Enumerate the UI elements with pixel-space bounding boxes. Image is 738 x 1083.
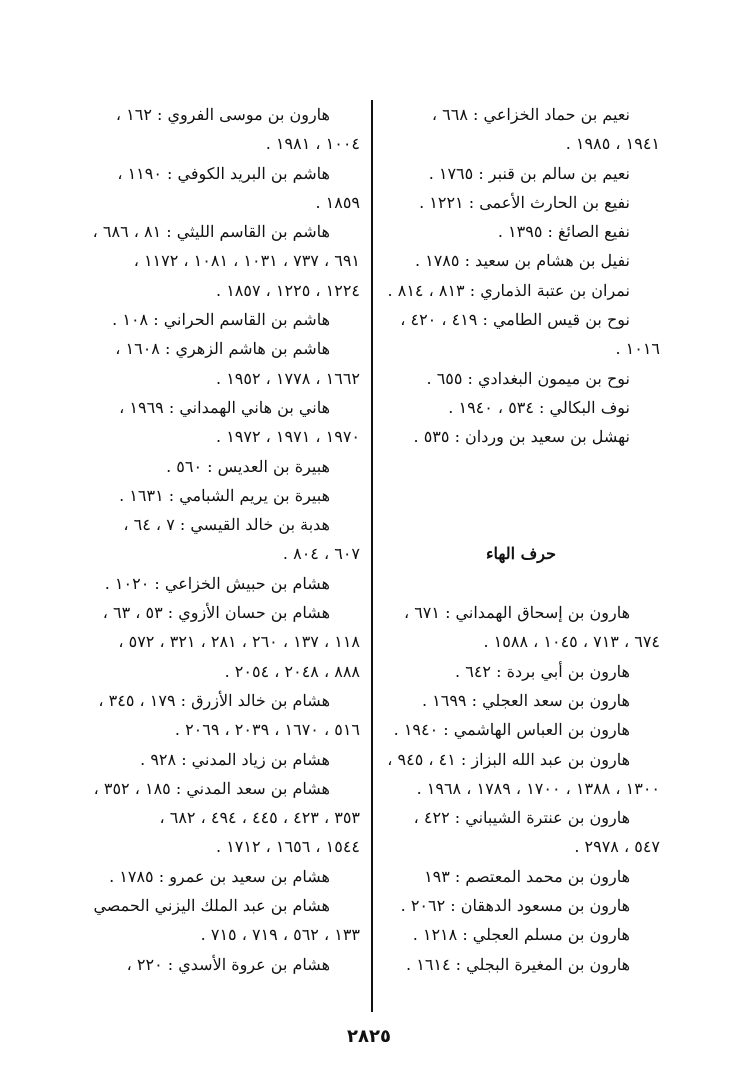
index-entry: نهشل بن سعيد بن وردان : ٥٣٥ . bbox=[413, 427, 630, 447]
entry-continuation: ١٣٣ ، ٥٦٢ ، ٧١٩ ، ٧١٥ . bbox=[200, 925, 360, 945]
index-entry: هدبة بن خالد القيسي : ٧ ، ٦٤ ، bbox=[123, 515, 330, 535]
section-gap bbox=[382, 452, 660, 481]
index-entry: هاشم بن البريد الكوفي : ١١٩٠ ، bbox=[117, 163, 330, 183]
entry-continuation: ١٥٤٤ ، ١٦٥٦ ، ١٧١٢ . bbox=[216, 837, 360, 857]
index-entry: نفيع الصائغ : ١٣٩٥ . bbox=[497, 222, 630, 242]
index-entry: هشام بن حبيش الخزاعي : ١٠٢٠ . bbox=[104, 573, 330, 593]
index-entry: هشام بن خالد الأزرق : ١٧٩ ، ٣٤٥ ، bbox=[98, 690, 330, 710]
index-entry: نعيم بن سالم بن قنبر : ١٧٦٥ . bbox=[428, 163, 630, 183]
entry-continuation: ٥٤٧ ، ٢٩٧٨ . bbox=[574, 837, 660, 857]
index-entry: نوف البكالي : ٥٣٤ ، ١٩٤٠ . bbox=[448, 397, 630, 417]
entry-continuation: ١٠٠٤ ، ١٩٨١ . bbox=[265, 134, 360, 154]
index-entry: هشام بن سعد المدني : ١٨٥ ، ٣٥٢ ، bbox=[93, 778, 330, 798]
index-entry: هبيرة بن العديس : ٥٦٠ . bbox=[166, 456, 330, 476]
index-entry: نوح بن قيس الطامي : ٤١٩ ، ٤٢٠ ، bbox=[400, 310, 630, 330]
entry-continuation: ٣٥٣ ، ٤٢٣ ، ٤٤٥ ، ٤٩٤ ، ٦٨٢ ، bbox=[159, 808, 360, 828]
index-entry: هارون بن سعد العجلي : ١٦٩٩ . bbox=[421, 690, 630, 710]
index-entry: هشام بن زياد المدني : ٩٢٨ . bbox=[140, 749, 330, 769]
index-entry: هشام بن حسان الأزوي : ٥٣ ، ٦٣ ، bbox=[102, 603, 330, 623]
page-number: ٢٨٢٥ bbox=[347, 1026, 391, 1047]
entry-continuation: ٦٧٤ ، ٧١٣ ، ١٠٤٥ ، ١٥٨٨ . bbox=[483, 632, 660, 652]
entry-continuation: ١١٨ ، ١٣٧ ، ٢٦٠ ، ٢٨١ ، ٣٢١ ، ٥٧٢ ، bbox=[118, 632, 360, 652]
index-entry: نعيم بن حماد الخزاعي : ٦٦٨ ، bbox=[431, 105, 630, 124]
left-column bbox=[82, 100, 360, 979]
entry-continuation: ١٨٥٩ . bbox=[315, 192, 360, 212]
index-entry: هارون بن مسلم العجلي : ١٢١٨ . bbox=[412, 925, 630, 945]
index-entry: هارون بن عنترة الشيباني : ٤٢٢ ، bbox=[413, 808, 630, 828]
entry-continuation: ٥١٦ ، ١٦٧٠ ، ٢٠٣٩ ، ٢٠٦٩ . bbox=[174, 720, 360, 740]
left-entries-list bbox=[82, 100, 360, 979]
index-entry: هاشم بن القاسم الحراني : ١٠٨ . bbox=[112, 310, 330, 330]
entry-continuation: ١٩٤١ ، ١٩٨٥ . bbox=[565, 134, 660, 154]
index-entry: هارون بن العباس الهاشمي : ١٩٤٠ . bbox=[393, 720, 630, 740]
section-gap bbox=[382, 569, 660, 598]
right-column bbox=[382, 100, 660, 979]
entry-continuation: ١٩٧٠ ، ١٩٧١ ، ١٩٧٢ . bbox=[216, 427, 360, 447]
index-entry: نوح بن ميمون البغدادي : ٦٥٥ . bbox=[426, 368, 630, 388]
entry-continuation: ١٦٦٢ ، ١٧٧٨ ، ١٩٥٢ . bbox=[216, 368, 360, 388]
section-heading: حرف الهاء bbox=[486, 544, 556, 564]
index-entry: هارون بن المغيرة البجلي : ١٦١٤ . bbox=[406, 954, 630, 974]
index-entry: هارون بن موسى الفروي : ١٦٢ ، bbox=[115, 105, 330, 124]
index-entry: هارون بن إسحاق الهمداني : ٦٧١ ، bbox=[403, 603, 630, 623]
index-entry: هاشم بن هاشم الزهري : ١٦٠٨ ، bbox=[115, 339, 330, 359]
right-entries-list-ha bbox=[382, 598, 660, 979]
column-divider bbox=[371, 100, 373, 1012]
index-entry: هارون بن عبد الله البزاز : ٤١ ، ٩٤٥ ، bbox=[387, 749, 630, 769]
entry-continuation: ١٠١٦ . bbox=[615, 339, 660, 359]
index-entry: هشام بن سعيد بن عمرو : ١٧٨٥ . bbox=[109, 866, 330, 886]
index-entry: هشام بن عبد الملك اليزني الحمصي bbox=[93, 896, 330, 916]
entry-continuation: ١٣٠٠ ، ١٣٨٨ ، ١٧٠٠ ، ١٧٨٩ ، ١٩٦٨ . bbox=[416, 778, 660, 798]
index-entry: هارون بن محمد المعتصم : ١٩٣ bbox=[424, 866, 630, 886]
index-entry: هاني بن هاني الهمداني : ١٩٦٩ ، bbox=[119, 397, 330, 417]
index-entry: نفيل بن هشام بن سعيد : ١٧٨٥ . bbox=[414, 251, 630, 271]
index-entry: هارون بن مسعود الدهقان : ٢٠٦٢ . bbox=[400, 896, 630, 916]
index-entry: هبيرة بن يريم الشبامي : ١٦٣١ . bbox=[119, 485, 330, 505]
index-entry: هاشم بن القاسم الليثي : ٨١ ، ٦٨٦ ، bbox=[92, 222, 330, 242]
index-entry: هارون بن أبي بردة : ٦٤٢ . bbox=[455, 661, 630, 681]
section-gap bbox=[382, 481, 660, 510]
entry-continuation: ١٢٢٤ ، ١٢٢٥ ، ١٨٥٧ . bbox=[216, 280, 360, 300]
entry-continuation: ٦٩١ ، ٧٣٧ ، ١٠٣١ ، ١٠٨١ ، ١١٧٢ ، bbox=[133, 251, 360, 271]
index-entry: هشام بن عروة الأسدي : ٢٢٠ ، bbox=[126, 954, 330, 974]
entry-continuation: ٦٠٧ ، ٨٠٤ . bbox=[282, 544, 360, 564]
entry-continuation: ٨٨٨ ، ٢٠٤٨ ، ٢٠٥٤ . bbox=[224, 661, 360, 681]
section-gap bbox=[382, 510, 660, 539]
index-entry: نمران بن عتبة الذماري : ٨١٣ ، ٨١٤ . bbox=[387, 280, 630, 300]
right-entries-list bbox=[382, 100, 660, 452]
index-entry: نفيع بن الحارث الأعمى : ١٢٢١ . bbox=[419, 192, 630, 212]
